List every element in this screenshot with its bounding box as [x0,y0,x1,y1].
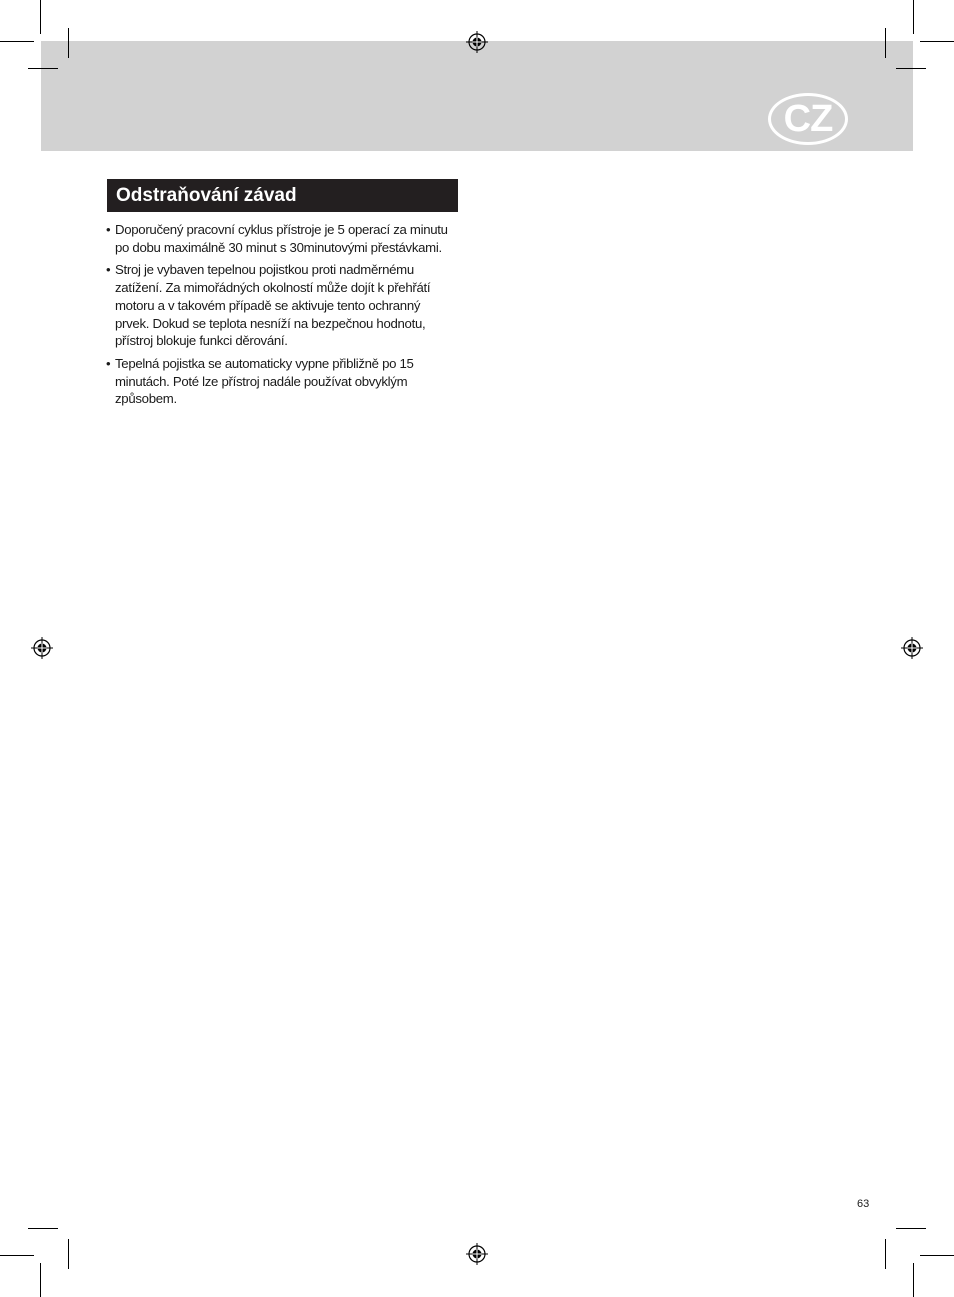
page-number: 63 [857,1198,870,1210]
bullet-list [106,221,456,413]
list-item-text: Stroj je vybaven tepelnou pojistkou proti nadměrnému zatížení. Za mimořádných okolností může dojít k přehřátí motoru a v takovém případě se aktivuje tento ochranný prvek. Dokud se teplota nesníží na bezpečnou hodnotu, přístroj blokuje funkci děrování. [115,262,431,349]
language-badge [768,93,848,145]
bullet-icon: • [106,355,111,371]
list-item-text: Tepelná pojistka se automaticky vypne přibližně po 15 minutách. Poté lze přístroj nadále používat obvyklým způsobem. [115,355,414,407]
bullet-icon: • [106,222,111,237]
registration-mark-icon [901,637,923,659]
list-item [106,221,456,256]
registration-mark-icon [466,31,488,53]
registration-mark-icon [31,637,53,659]
list-item [106,261,456,350]
list-item-text: Doporučený pracovní cyklus přístroje je 5 operací za minutu po dobu maximálně 30 minut s 30minutovými přestávkami. [115,222,448,255]
list-item [106,355,456,408]
language-code: CZ [783,97,833,140]
registration-mark-icon [466,1243,488,1265]
bullet-icon: • [106,262,111,278]
section-title: Odstraňování závad [107,179,458,212]
